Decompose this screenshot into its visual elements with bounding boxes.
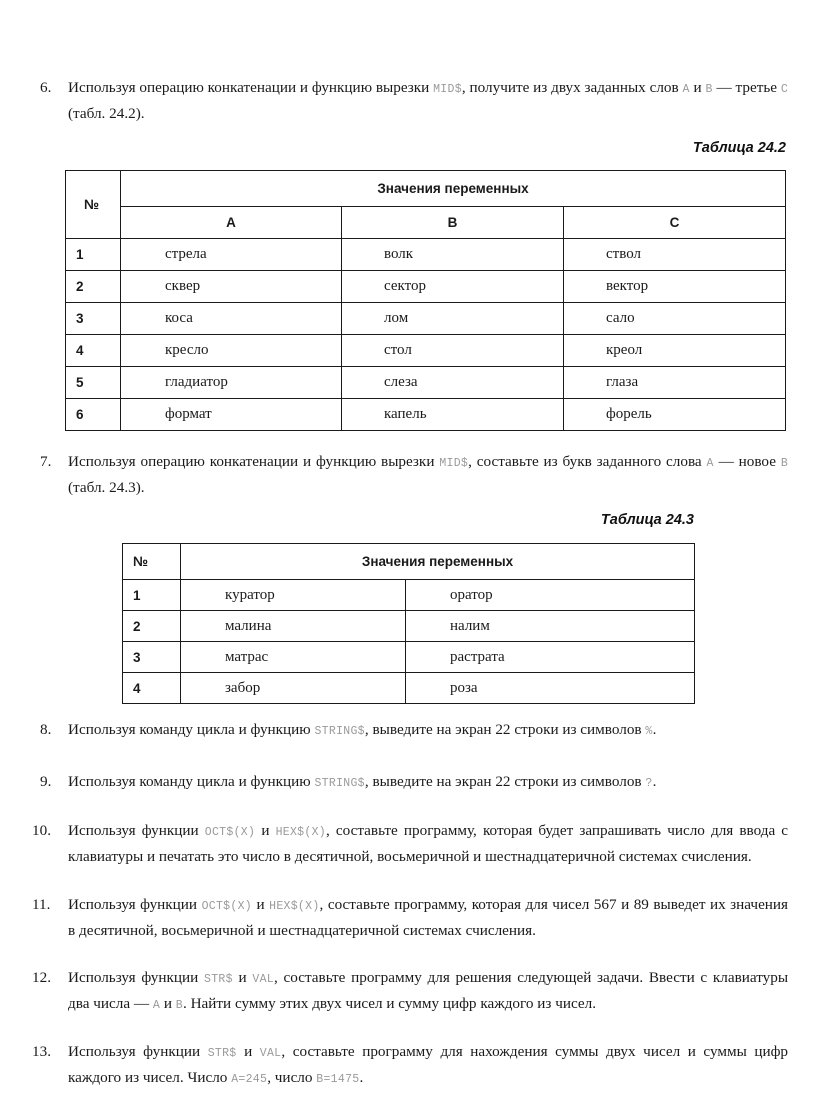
- code-token: MID$: [439, 457, 469, 470]
- column-header-number: №: [123, 544, 181, 580]
- code-token: A=245: [231, 1073, 268, 1086]
- cell-b: волк: [342, 239, 564, 271]
- code-token: A: [152, 999, 161, 1012]
- row-number: 1: [66, 239, 121, 271]
- code-token: C: [780, 83, 789, 96]
- cell-c: глаза: [564, 367, 786, 399]
- table-row: [66, 239, 786, 271]
- exercise-number: 8.: [40, 721, 52, 738]
- row-number: 3: [66, 303, 121, 335]
- code-token: HEX$(X): [269, 900, 320, 913]
- row-number: 4: [66, 335, 121, 367]
- code-token: B: [780, 457, 789, 470]
- cell-b: растрата: [406, 642, 695, 673]
- exercise-10: [32, 819, 789, 869]
- cell-b: слеза: [342, 367, 564, 399]
- exercise-text: Используя команду цикла и функцию STRING$, выведите на экран 22 строки из символов %.: [68, 721, 657, 738]
- cell-c: ствол: [564, 239, 786, 271]
- code-token: B: [175, 999, 183, 1012]
- exercise-7: [40, 450, 788, 500]
- table-row: [66, 271, 786, 303]
- cell-a: стрела: [121, 239, 342, 271]
- cell-b: роза: [406, 673, 695, 704]
- exercise-text: Используя операцию конкатенации и функцию вырезки MID$, составьте из букв заданного слова A — новое B (табл. 24.3).: [68, 453, 789, 496]
- exercise-text: Используя функции STR$ и VAL, составьте программу для нахождения суммы двух чисел и суммы цифр каждого из чисел. Число A=245, число B=1475.: [68, 1043, 789, 1086]
- column-header-b: B: [342, 207, 564, 239]
- cell-c: сало: [564, 303, 786, 335]
- exercise-text: Используя функции OCT$(X) и HEX$(X), составьте программу, которая будет запрашивать число для ввода с клавиатуры и печатать это число в десятичной, восьмеричной и шестнадцатеричной системах счисления.: [68, 822, 789, 865]
- code-token: VAL: [259, 1047, 282, 1060]
- cell-a: забор: [181, 673, 406, 704]
- table-row: [123, 611, 695, 642]
- exercise-text: Используя функции STR$ и VAL, составьте программу для решения следующей задачи. Ввести с клавиатуры два числа — A и B. Найти сумму этих двух чисел и сумму цифр каждого из чисел.: [68, 969, 789, 1012]
- code-token: MID$: [433, 83, 462, 96]
- table-row: [123, 580, 695, 611]
- exercise-number: 9.: [40, 773, 52, 790]
- code-token: STRING$: [314, 725, 365, 738]
- column-header-c: C: [564, 207, 786, 239]
- code-token: ?: [645, 777, 653, 790]
- table-row: [66, 303, 786, 335]
- cell-b: лом: [342, 303, 564, 335]
- table-row: [123, 673, 695, 704]
- exercise-number: 10.: [32, 822, 51, 839]
- table-24-3: [122, 543, 695, 704]
- exercise-6: [40, 76, 788, 126]
- column-header-a: A: [121, 207, 342, 239]
- cell-a: коса: [121, 303, 342, 335]
- cell-b: налим: [406, 611, 695, 642]
- table-24-2: [65, 170, 786, 431]
- table-caption-24-2: Таблица 24.2: [692, 140, 786, 156]
- row-number: 2: [123, 611, 181, 642]
- row-number: 2: [66, 271, 121, 303]
- exercise-number: 13.: [32, 1043, 51, 1060]
- column-group-header: Значения переменных: [181, 544, 695, 580]
- code-token: A: [682, 83, 690, 96]
- code-token: STRING$: [314, 777, 365, 790]
- row-number: 3: [123, 642, 181, 673]
- code-token: STR$: [204, 973, 233, 986]
- column-group-header: Значения переменных: [121, 171, 786, 207]
- table-row: [123, 642, 695, 673]
- code-token: B: [705, 83, 713, 96]
- exercise-text: Используя функции OCT$(X) и HEX$(X), составьте программу, которая для чисел 567 и 89 выведет их значения в десятичной, восьмеричной и шестнадцатеричной системах счисления.: [68, 896, 789, 939]
- cell-a: гладиатор: [121, 367, 342, 399]
- cell-a: куратор: [181, 580, 406, 611]
- exercise-8: [40, 718, 788, 744]
- table-row: [66, 399, 786, 431]
- exercise-12: [32, 966, 789, 1018]
- cell-b: стол: [342, 335, 564, 367]
- exercise-13: [32, 1040, 789, 1092]
- exercise-text: Используя операцию конкатенации и функцию вырезки MID$, получите из двух заданных слов A и B — третье C (табл. 24.2).: [68, 79, 789, 122]
- cell-a: сквер: [121, 271, 342, 303]
- code-token: VAL: [252, 973, 274, 986]
- code-token: B=1475: [316, 1073, 360, 1086]
- exercise-11: [32, 893, 789, 943]
- exercise-number: 6.: [40, 79, 52, 96]
- cell-b: оратор: [406, 580, 695, 611]
- table-row: [66, 367, 786, 399]
- exercise-9: [40, 770, 788, 796]
- cell-a: матрас: [181, 642, 406, 673]
- exercise-number: 7.: [40, 453, 52, 470]
- exercise-text: Используя команду цикла и функцию STRING$, выведите на экран 22 строки из символов ?.: [68, 773, 657, 790]
- row-number: 6: [66, 399, 121, 431]
- table-row: [66, 335, 786, 367]
- cell-c: вектор: [564, 271, 786, 303]
- code-token: A: [706, 457, 714, 470]
- row-number: 1: [123, 580, 181, 611]
- row-number: 5: [66, 367, 121, 399]
- exercise-number: 11.: [32, 896, 51, 913]
- code-token: OCT$(X): [204, 826, 256, 839]
- cell-a: малина: [181, 611, 406, 642]
- row-number: 4: [123, 673, 181, 704]
- exercise-number: 12.: [32, 969, 51, 986]
- code-token: STR$: [207, 1047, 237, 1060]
- table-caption-24-3: Таблица 24.3: [600, 512, 694, 528]
- code-token: OCT$(X): [201, 900, 252, 913]
- cell-b: сектор: [342, 271, 564, 303]
- column-header-number: №: [66, 171, 121, 239]
- cell-a: формат: [121, 399, 342, 431]
- cell-c: форель: [564, 399, 786, 431]
- code-token: HEX$(X): [275, 826, 326, 839]
- cell-a: кресло: [121, 335, 342, 367]
- code-token: %: [645, 725, 653, 738]
- cell-c: креол: [564, 335, 786, 367]
- cell-b: капель: [342, 399, 564, 431]
